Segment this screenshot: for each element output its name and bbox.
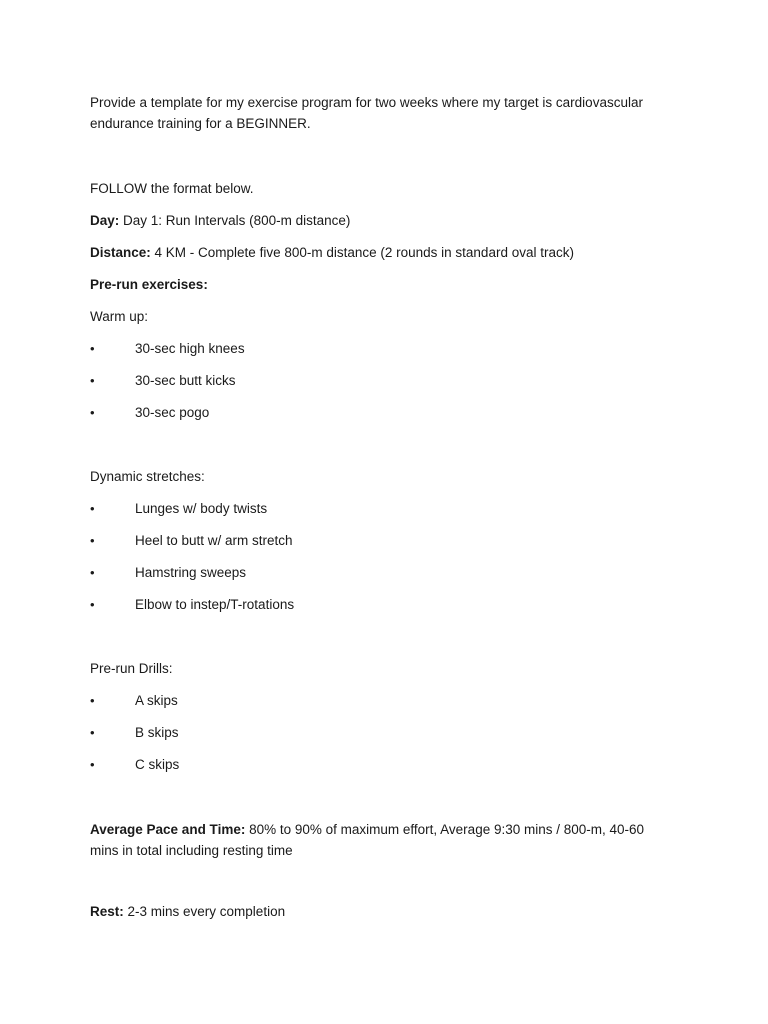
list-item: 30-sec butt kicks <box>135 373 236 388</box>
bullet-icon: • <box>90 501 95 516</box>
list-item: A skips <box>135 693 178 708</box>
bullet-icon: • <box>90 757 95 772</box>
list-item: Hamstring sweeps <box>135 565 247 580</box>
bullet-icon: • <box>90 341 95 356</box>
distance-value: 4 KM - Complete five 800-m distance (2 rounds in standard oval track) <box>150 245 574 260</box>
bullet-icon: • <box>90 693 95 708</box>
follow-instruction: FOLLOW the format below. <box>90 181 254 196</box>
list-item: Elbow to instep/T-rotations <box>135 597 295 612</box>
bullet-icon: • <box>90 725 95 740</box>
bullet-icon: • <box>90 405 95 420</box>
day-line <box>90 210 680 231</box>
pace-paragraph <box>90 819 662 861</box>
pace-label: Average Pace and Time: <box>90 822 246 837</box>
rest-label: Rest: <box>90 904 124 919</box>
day-value: Day 1: Run Intervals (800-m distance) <box>119 213 351 228</box>
intro-paragraph: Provide a template for my exercise program for two weeks where my target is cardiovascular endurance training for a BEGINNER. <box>90 95 643 131</box>
list-item: Lunges w/ body twists <box>135 501 268 516</box>
day-label: Day: <box>90 213 120 228</box>
pre-run-drills-heading: Pre-run Drills: <box>90 661 173 676</box>
rest-line <box>90 901 680 922</box>
rest-value: 2-3 mins every completion <box>123 904 286 919</box>
pace-value: 80% to 90% of maximum effort, Average 9:30 mins / 800-m, 40-60 mins in total including resting time <box>90 822 645 858</box>
bullet-icon: • <box>90 373 95 388</box>
distance-label: Distance: <box>90 245 151 260</box>
list-item: 30-sec high knees <box>135 341 245 356</box>
bullet-icon: • <box>90 597 95 612</box>
list-item: 30-sec pogo <box>135 405 210 420</box>
bullet-icon: • <box>90 565 95 580</box>
pre-run-heading: Pre-run exercises: <box>90 277 208 292</box>
bullet-icon: • <box>90 533 95 548</box>
distance-line <box>90 242 680 263</box>
list-item: C skips <box>135 757 180 772</box>
dynamic-stretches-heading: Dynamic stretches: <box>90 469 205 484</box>
list-item: B skips <box>135 725 179 740</box>
warm-up-heading: Warm up: <box>90 309 149 324</box>
list-item: Heel to butt w/ arm stretch <box>135 533 293 548</box>
